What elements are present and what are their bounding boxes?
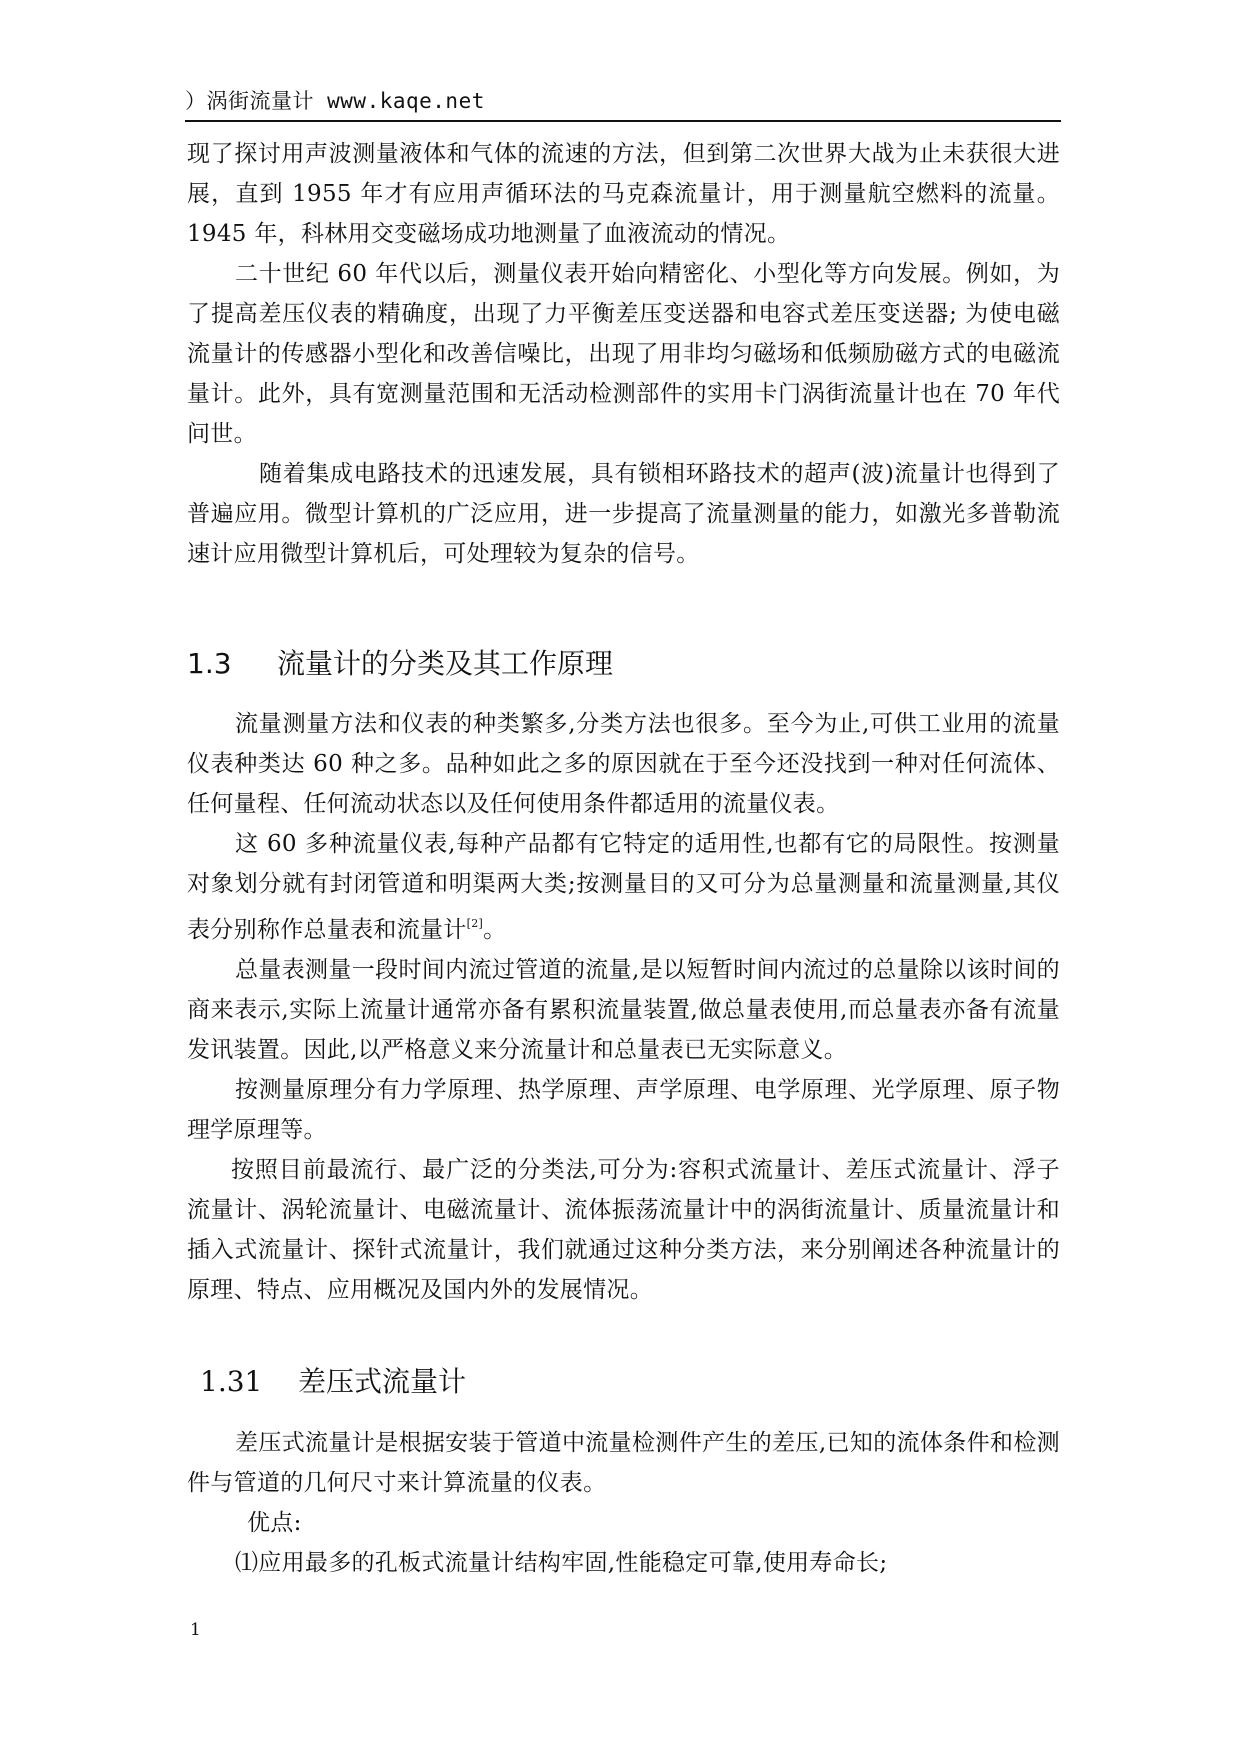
section-number: 1.3: [187, 647, 232, 680]
section-heading: [187, 644, 613, 684]
subsection-number: 1.31: [200, 1365, 263, 1398]
running-header: ）涡街流量计 www.kaqe.net: [185, 89, 485, 113]
paragraph: 总量表测量一段时间内流过管道的流量,是以短暂时间内流过的总量除以该时间的商来表示,实际上流量计通常亦备有累积流量装置,做总量表使用,而总量表亦备有流量发讯装置。因此,以严格意义来分流量计和总量表已无实际意义。: [187, 957, 1060, 1063]
list-item: ⑴应用最多的孔板式流量计结构牢固,性能稳定可靠,使用寿命长;: [235, 1550, 888, 1576]
paragraph-end: 。: [483, 917, 507, 943]
paragraph: 现了探讨用声波测量液体和气体的流速的方法，但到第二次世界大战为止未获很大进展，直到 1955 年才有应用声循环法的马克森流量计，用于测量航空燃料的流量。1945 年，科林用交变磁场成功地测量了血液流动的情况。: [187, 141, 1060, 247]
paragraph: 流量测量方法和仪表的种类繁多,分类方法也很多。至今为止,可供工业用的流量仪表种类达 60 种之多。品种如此之多的原因就在于至今还没找到一种对任何流体、任何量程、任何流动状态以及任何使用条件都适用的流量仪表。: [187, 711, 1060, 817]
subsection-heading: [200, 1362, 466, 1402]
paragraph: 差压式流量计是根据安装于管道中流量检测件产生的差压,已知的流体条件和检测件与管道的几何尺寸来计算流量的仪表。: [187, 1430, 1060, 1496]
paragraph: 按测量原理分有力学原理、热学原理、声学原理、电学原理、光学原理、原子物理学原理等。: [187, 1077, 1060, 1143]
section-title: 流量计的分类及其工作原理: [277, 647, 614, 680]
page-number: 1: [190, 1620, 201, 1640]
citation-ref: [2]: [466, 917, 484, 930]
advantages-label: 优点:: [247, 1510, 302, 1536]
paragraph: 二十世纪 60 年代以后，测量仪表开始向精密化、小型化等方向发展。例如，为了提高差压仪表的精确度，出现了力平衡差压变送器和电容式差压变送器; 为使电磁流量计的传感器小型化和改善信噪比，出现了用非均匀磁场和低频励磁方式的电磁流量计。此外，具有宽测量范围和无活动检测部件的实用卡门涡街流量计也在 70 年代问世。: [187, 261, 1060, 447]
history-section: [187, 134, 1060, 574]
paragraph: 随着集成电路技术的迅速发展，具有锁相环路技术的超声(波)流量计也得到了普遍应用。微型计算机的广泛应用，进一步提高了流量测量的能力，如激光多普勒流速计应用微型计算机后，可处理较为复杂的信号。: [187, 461, 1060, 567]
paragraph-text: 这 60 多种流量仪表,每种产品都有它特定的适用性,也都有它的局限性。按测量对象划分就有封闭管道和明渠两大类;按测量目的又可分为总量测量和流量测量,其仪表分别称作总量表和流量计: [187, 831, 1060, 943]
classification-section: [187, 704, 1060, 1310]
paragraph: [187, 824, 1060, 950]
header-rule: [185, 120, 1061, 122]
subsection-title: 差压式流量计: [298, 1365, 467, 1398]
paragraph: 按照目前最流行、最广泛的分类法,可分为:容积式流量计、差压式流量计、浮子流量计、涡轮流量计、电磁流量计、流体振荡流量计中的涡街流量计、质量流量计和插入式流量计、探针式流量计，我们就通过这种分类方法，来分别阐述各种流量计的原理、特点、应用概况及国内外的发展情况。: [187, 1157, 1060, 1303]
differential-pressure-section: [187, 1423, 1060, 1583]
